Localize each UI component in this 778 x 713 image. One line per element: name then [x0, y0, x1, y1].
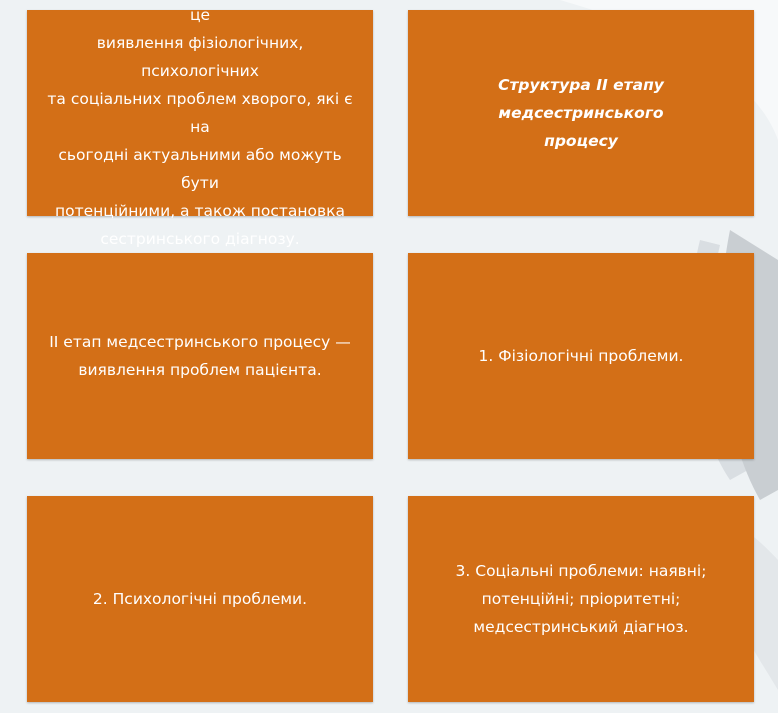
card-text: 3. Соціальні проблеми: наявні; потенційні; пріоритетні; медсестринський діагноз.: [455, 562, 707, 636]
card-structure-title: [408, 10, 754, 216]
card-psychological-problems: [27, 496, 373, 702]
card-text: 2. Психологічні проблеми.: [92, 590, 308, 608]
card-physiological-problems: [408, 253, 754, 459]
card-title-text: Структура II етапу медсестринського процесу: [498, 76, 664, 150]
card-stage-summary: [27, 253, 373, 459]
card-definition: [27, 6, 373, 248]
card-text: 1. Фізіологічні проблеми.: [478, 347, 684, 365]
card-text: це виявлення фізіологічних, психологічних та соціальних проблем хворого, які є на сьогодні актуальними або можуть бути потенційними, а також постановка сестринського діагнозу.: [47, 6, 353, 248]
card-text: II етап медсестринського процесу — виявлення проблем пацієнта.: [49, 333, 351, 379]
card-social-problems: [408, 496, 754, 702]
